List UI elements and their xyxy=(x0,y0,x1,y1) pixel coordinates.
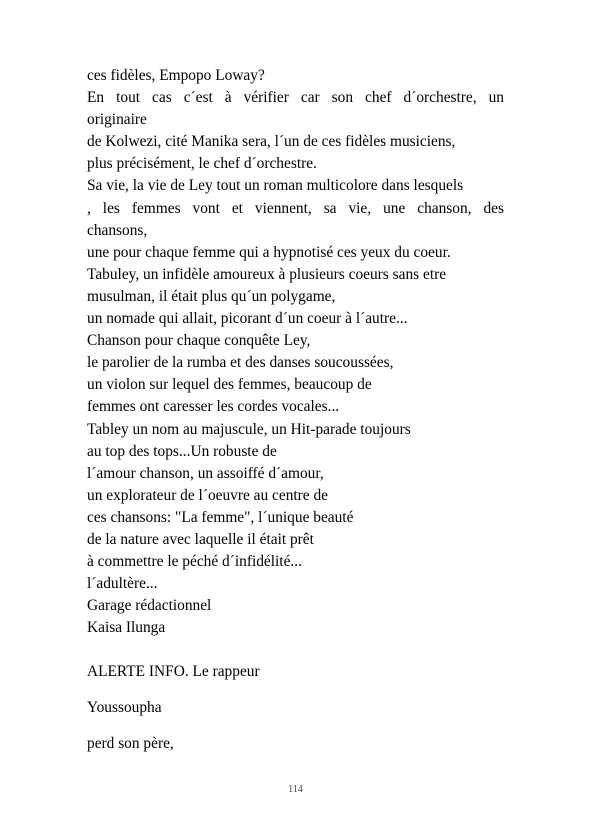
youssoupha-paragraph: Youssoupha xyxy=(87,699,162,716)
text-line-20: un explorateur de l´oeuvre au centre de xyxy=(87,486,328,504)
text-line-13: Chanson pour chaque conquête Ley, xyxy=(87,332,311,350)
text-line-12: un nomade qui allait, picorant d´un coeur à l´autre... xyxy=(87,310,408,328)
text-line-18: au top des tops...Un robuste de xyxy=(87,442,277,460)
text-line-14: le parolier de la rumba et des danses soucoussées, xyxy=(87,354,394,372)
text-line-4: de Kolwezi, cité Manika sera, l´un de ces fidèles musiciens, xyxy=(87,133,456,151)
text-line-6: Sa vie, la vie de Ley tout un roman multicolore dans lesquels xyxy=(87,177,464,195)
text-line-21: ces chansons: "La femme", l´unique beauté xyxy=(87,508,354,526)
text-line-26: Kaisa Ilunga xyxy=(87,619,166,637)
text-line-25: Garage rédactionnel xyxy=(87,597,212,615)
text-line-11: musulman, il était plus qu´un polygame, xyxy=(87,287,336,305)
alert-info-paragraph: ALERTE INFO. Le rappeur xyxy=(87,663,260,680)
text-line-19: l´amour chanson, un assoiffé d´amour, xyxy=(87,464,324,482)
text-line-24: l´adultère... xyxy=(87,575,158,593)
text-line-17: Tabley un nom au majuscule, un Hit-parade toujours xyxy=(87,420,411,438)
text-line-2: En tout cas c´est à vérifier car son chef d´orchestre, un xyxy=(87,89,504,107)
text-line-5: plus précisément, le chef d´orchestre. xyxy=(87,155,317,173)
perd-son-pere-paragraph: perd son père, xyxy=(87,735,174,752)
body-text xyxy=(87,65,504,639)
text-line-16: femmes ont caresser les cordes vocales... xyxy=(87,398,340,416)
text-line-1: ces fidèles, Empopo Loway? xyxy=(87,67,265,84)
page-number: 114 xyxy=(288,784,303,795)
text-line-22: de la nature avec laquelle il était prêt xyxy=(87,530,314,548)
text-line-23: à commettre le péché d´infidélité... xyxy=(87,553,302,571)
text-line-7: , les femmes vont et viennent, sa vie, une chanson, des xyxy=(87,199,504,217)
text-line-15: un violon sur lequel des femmes, beaucoup de xyxy=(87,376,372,394)
text-line-9: une pour chaque femme qui a hypnotisé ces yeux du coeur. xyxy=(87,243,451,261)
text-line-8: chansons, xyxy=(87,221,148,239)
text-line-10: Tabuley, un infidèle amoureux à plusieurs coeurs sans etre xyxy=(87,265,447,283)
text-line-3: originaire xyxy=(87,111,147,129)
